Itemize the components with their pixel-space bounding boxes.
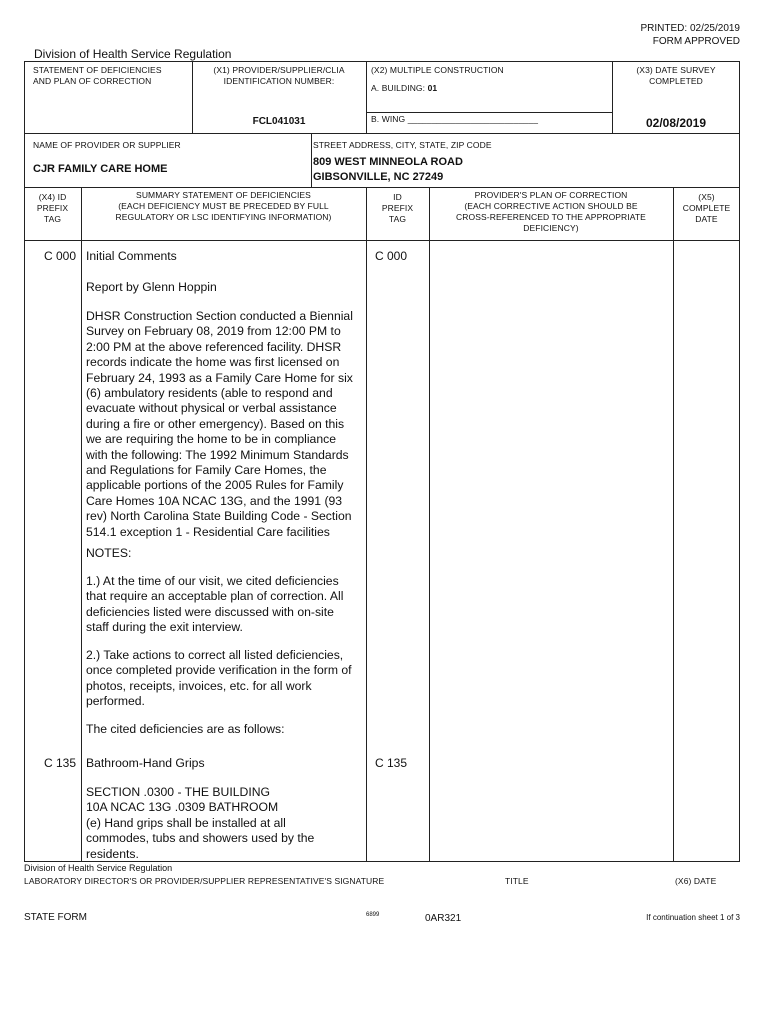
building-row (371, 83, 437, 93)
title-label: TITLE (505, 876, 529, 886)
entry-paragraph: DHSR Construction Section conducted a Biennial Survey on February 08, 2019 from 12:00 PM to 2:00 PM at the above referenced facility. DHSR records indicate the home was first licensed on February 24, 1993 as a Family Care Home for six (6) ambulatory residents (able to respond and evacuate without physical or verbal assistance during a fire or other emergency). Based on this we are requiring the home to be in compliance with the following: The 1992 Minimum Standards and Regulations for Family Care Homes, the applicable portions of the 2005 Rules for Family Care Homes 10A NCAC 13G, and the 1991 (93 rev) North Carolina State Building Code - Section 514.1 exception 1 - Residential Care facilities (86, 309, 353, 539)
address-label: STREET ADDRESS, CITY, STATE, ZIP CODE (313, 140, 492, 150)
provider-id: FCL041031 (252, 116, 306, 127)
building-value: 01 (427, 83, 438, 93)
printed-date: PRINTED: 02/25/2019 (640, 23, 740, 34)
provider-name: CJR FAMILY CARE HOME (33, 163, 168, 175)
footer-division: Division of Health Service Regulation (24, 863, 173, 873)
event-id: 0AR321 (425, 913, 462, 924)
x3-label: (X3) DATE SURVEY COMPLETED (636, 65, 716, 86)
wing-label: B. WING ___________________________ (371, 114, 539, 124)
entry-title: Bathroom-Hand Grips (86, 756, 205, 770)
x2-label: (X2) MULTIPLE CONSTRUCTION (371, 65, 504, 75)
entry-paragraph: NOTES: (86, 546, 132, 560)
building-label: A. BUILDING: (371, 83, 426, 93)
entry-tag: C 000 (44, 249, 77, 263)
col-id-header: ID PREFIX TAG (381, 192, 414, 224)
x6-date-label: (X6) DATE (675, 876, 717, 886)
continuation-sheet: If continuation sheet 1 of 3 (646, 913, 740, 922)
division-title: Division of Health Service Regulation (34, 47, 232, 61)
entry-id-tag: C 000 (375, 249, 408, 263)
entry-tag: C 135 (44, 756, 77, 770)
entry-paragraph: SECTION .0300 - THE BUILDING 10A NCAC 13G .0309 BATHROOM (e) Hand grips shall be installed at all commodes, tubs and showers used by the residents. (86, 785, 315, 861)
x1-label: (X1) PROVIDER/SUPPLIER/CLIA IDENTIFICATION NUMBER: (213, 65, 345, 86)
col-summary-header: SUMMARY STATEMENT OF DEFICIENCIES (EACH DEFICIENCY MUST BE PRECEDED BY FULL REGULATORY OR LSC IDENTIFYING INFORMATION) (115, 190, 332, 222)
entry-title: Initial Comments (86, 249, 177, 263)
address (313, 155, 463, 185)
entry-paragraph: 2.) Take actions to correct all listed deficiencies, once completed provide verification in the form of photos, receipts, invoices, etc. for all work performed. (86, 648, 352, 709)
entry-paragraph: 1.) At the time of our visit, we cited deficiencies that require an acceptable plan of correction. All deficiencies listed were discussed with on-site staff during the exit interview. (86, 574, 344, 635)
form-number: 6899 (366, 912, 380, 918)
state-form-label: STATE FORM (24, 912, 87, 923)
provider-label: NAME OF PROVIDER OR SUPPLIER (33, 140, 181, 150)
survey-date: 02/08/2019 (645, 116, 707, 130)
address-line1: 809 WEST MINNEOLA ROAD (313, 156, 463, 168)
col-x4-header: (X4) ID PREFIX TAG (36, 192, 69, 224)
entry-id-tag: C 135 (375, 756, 408, 770)
form-approved: FORM APPROVED (652, 36, 740, 47)
entry-paragraph: Report by Glenn Hoppin (86, 280, 217, 294)
col-x5-header: (X5) COMPLETE DATE (682, 192, 731, 224)
col-plan-header: PROVIDER'S PLAN OF CORRECTION (EACH CORRECTIVE ACTION SHOULD BE CROSS-REFERENCED TO THE APPROPRIATE DEFICIENCY) (456, 190, 646, 233)
statement-label: STATEMENT OF DEFICIENCIES AND PLAN OF CORRECTION (33, 65, 162, 86)
entry-paragraph: The cited deficiencies are as follows: (86, 722, 285, 736)
address-line2: GIBSONVILLE, NC 27249 (313, 171, 444, 183)
signature-label: LABORATORY DIRECTOR'S OR PROVIDER/SUPPLIER REPRESENTATIVE'S SIGNATURE (24, 876, 385, 886)
